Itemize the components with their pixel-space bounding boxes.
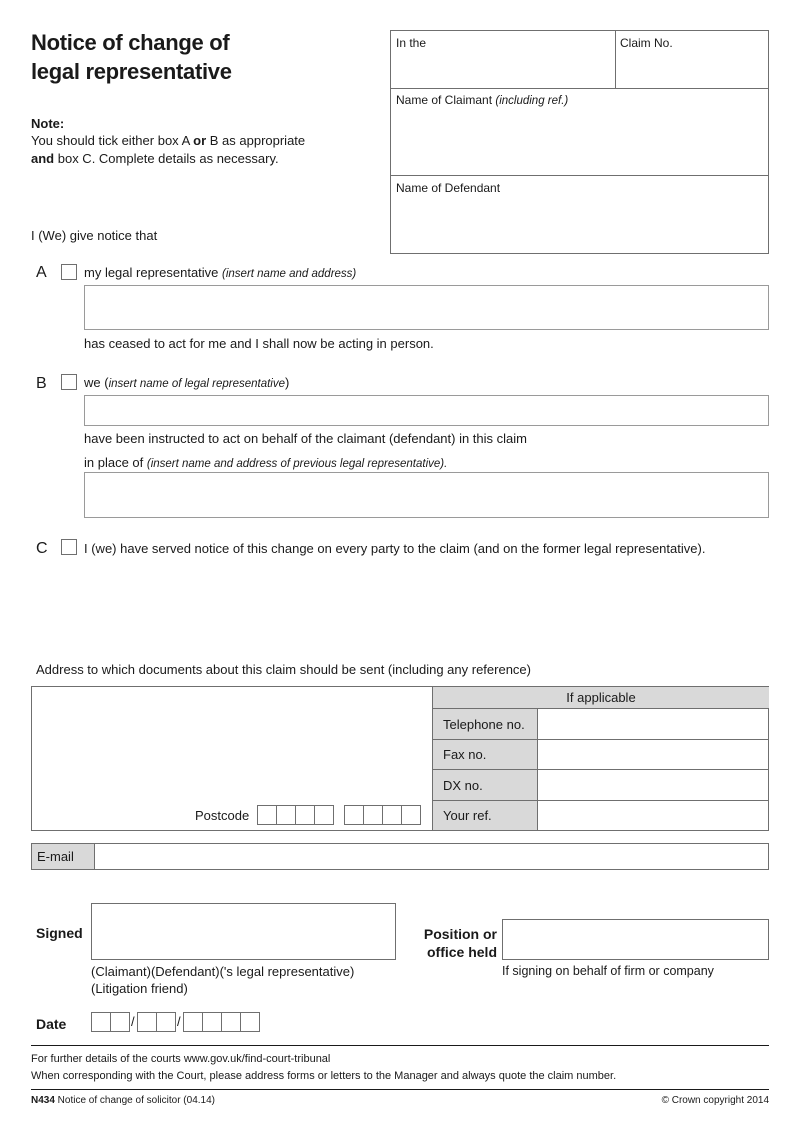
telephone-label: Telephone no. xyxy=(443,717,525,732)
defendant-name-field[interactable] xyxy=(391,176,768,254)
fax-field[interactable] xyxy=(539,740,769,769)
firm-note: If signing on behalf of firm or company xyxy=(502,964,714,978)
fax-label: Fax no. xyxy=(443,747,487,762)
signer-role-line-1: (Claimant)(Defendant)('s legal representative) xyxy=(91,964,355,979)
dx-field[interactable] xyxy=(539,770,769,800)
option-a-text: my legal representative (insert name and address) xyxy=(84,265,357,280)
option-b-line-3: in place of (insert name and address of previous legal representative). xyxy=(84,455,448,470)
footer-courts-info: For further details of the courts www.gov.uk/find-court-tribunal xyxy=(31,1053,331,1065)
position-label: Position or office held xyxy=(423,926,497,960)
date-year-field[interactable] xyxy=(183,1012,260,1032)
signer-role-line-2: (Litigation friend) xyxy=(91,981,188,996)
option-a-after-text: has ceased to act for me and I shall now be acting in person. xyxy=(84,336,434,351)
position-field[interactable] xyxy=(502,919,769,960)
option-c-letter: C xyxy=(36,540,48,557)
option-c-text: I (we) have served notice of this change on every party to the claim (and on the former legal representative). xyxy=(84,541,706,556)
claim-no-label: Claim No. xyxy=(620,36,673,50)
telephone-field[interactable] xyxy=(539,710,769,739)
address-section xyxy=(31,686,769,831)
claimant-label: Name of Claimant (including ref.) xyxy=(396,93,569,107)
date-separator: / xyxy=(131,1014,135,1029)
address-heading: Address to which documents about this claim should be sent (including any reference) xyxy=(36,662,531,677)
footer-correspondence-info: When corresponding with the Court, please address forms or letters to the Manager and always quote the claim number. xyxy=(31,1070,617,1082)
court-details-box xyxy=(390,30,769,254)
footer-rule-top xyxy=(31,1045,769,1046)
option-a-representative-field[interactable] xyxy=(84,285,769,330)
previous-representative-field[interactable] xyxy=(84,472,769,518)
date-separator: / xyxy=(177,1014,181,1029)
signature-field[interactable] xyxy=(91,903,396,960)
date-day-field[interactable] xyxy=(91,1012,130,1032)
email-row xyxy=(31,843,769,870)
option-b-letter: B xyxy=(36,375,47,392)
page-title xyxy=(31,28,232,86)
intro-text: I (We) give notice that xyxy=(31,228,158,243)
if-applicable-header: If applicable xyxy=(433,687,769,709)
postcode-part-1[interactable] xyxy=(257,805,334,825)
postcode-part-2[interactable] xyxy=(344,805,421,825)
claim-number-field[interactable] xyxy=(616,31,768,88)
your-ref-label: Your ref. xyxy=(443,808,492,823)
option-b-checkbox[interactable] xyxy=(61,374,77,390)
option-b-text: we (insert name of legal representative) xyxy=(84,375,290,390)
dx-label: DX no. xyxy=(443,778,483,793)
option-b-representative-field[interactable] xyxy=(84,395,769,426)
note-heading: Note: xyxy=(31,116,65,131)
defendant-label: Name of Defendant xyxy=(396,181,501,195)
form-reference: N434 Notice of change of solicitor (04.14) xyxy=(31,1095,215,1106)
email-label: E-mail xyxy=(32,844,95,869)
your-ref-field[interactable] xyxy=(539,801,769,830)
email-field[interactable] xyxy=(96,844,768,869)
option-a-checkbox[interactable] xyxy=(61,264,77,280)
option-b-line-2: have been instructed to act on behalf of the claimant (defendant) in this claim xyxy=(84,431,527,446)
in-the-label: In the xyxy=(396,36,427,50)
signed-label: Signed xyxy=(36,925,83,941)
option-c-checkbox[interactable] xyxy=(61,539,77,555)
title-line-2: legal representative xyxy=(31,59,232,84)
footer-rule-bottom xyxy=(31,1089,769,1090)
date-month-field[interactable] xyxy=(137,1012,176,1032)
note-line-2: and box C. Complete details as necessary. xyxy=(31,151,279,166)
copyright-notice: © Crown copyright 2014 xyxy=(661,1095,769,1106)
claimant-name-field[interactable] xyxy=(391,89,768,175)
court-name-field[interactable] xyxy=(391,31,615,88)
title-line-1: Notice of change of xyxy=(31,30,230,55)
note-line-1: You should tick either box A or B as appropriate xyxy=(31,133,306,148)
date-label: Date xyxy=(36,1016,67,1032)
option-a-letter: A xyxy=(36,264,47,281)
postcode-label: Postcode xyxy=(195,808,250,823)
